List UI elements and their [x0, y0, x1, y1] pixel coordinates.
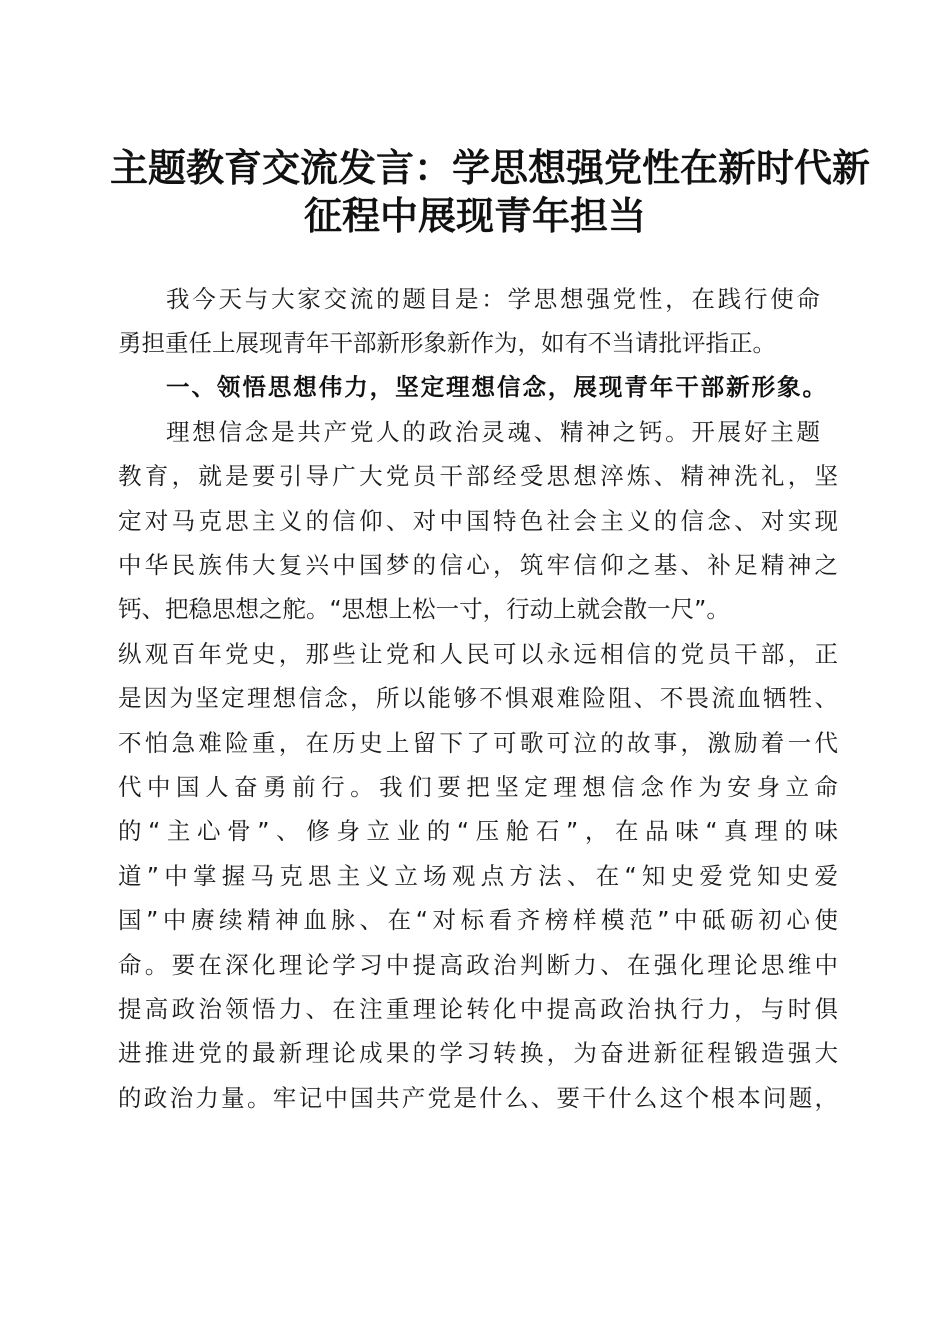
body-line: 中华民族伟大复兴中国梦的信心，筑牢信仰之基、补足精神之 [118, 551, 838, 579]
body-line: 进推进党的最新理论成果的学习转换，为奋进新征程锻造强大 [118, 1039, 838, 1067]
intro-line-1: 我今天与大家交流的题目是：学思想强党性，在践行使命 [166, 285, 820, 313]
section-heading: 一、领悟思想伟力，坚定理想信念，展现青年干部新形象。 [166, 373, 826, 401]
body-line: 命。要在深化理论学习中提高政治判断力、在强化理论思维中 [118, 951, 838, 979]
body-line: 理想信念是共产党人的政治灵魂、精神之钙。开展好主题 [166, 418, 820, 446]
body-line: 钙、把稳思想之舵。“思想上松一寸，行动上就会散一尺”。 [118, 595, 730, 623]
body-line: 是因为坚定理想信念，所以能够不惧艰难险阻、不畏流血牺牲、 [118, 684, 838, 712]
intro-line-2: 勇担重任上展现青年干部新形象新作为，如有不当请批评指正。 [118, 329, 776, 357]
document-title-line-1: 主题教育交流发言：学思想强党性在新时代新 [110, 145, 871, 190]
body-line: 国”中赓续精神血脉、在“对标看齐榜样模范”中砥砺初心使 [118, 906, 838, 934]
body-line: 定对马克思主义的信仰、对中国特色社会主义的信念、对实现 [118, 507, 838, 535]
body-line: 的“主心骨”、修身立业的“压舱石”，在品味“真理的味 [118, 817, 838, 845]
body-line: 的政治力量。牢记中国共产党是什么、要干什么这个根本问题， [118, 1084, 838, 1112]
body-line: 代中国人奋勇前行。我们要把坚定理想信念作为安身立命 [118, 773, 838, 801]
body-line: 纵观百年党史，那些让党和人民可以永远相信的党员干部，正 [118, 640, 838, 668]
body-line: 提高政治领悟力、在注重理论转化中提高政治执行力，与时俱 [118, 995, 838, 1023]
body-line: 教育，就是要引导广大党员干部经受思想淬炼、精神洗礼，坚 [118, 462, 838, 490]
body-line: 不怕急难险重，在历史上留下了可歌可泣的故事，激励着一代 [118, 729, 838, 757]
body-line: 道”中掌握马克思主义立场观点方法、在“知史爱党知史爱 [118, 862, 838, 890]
document-title-line-2: 征程中展现青年担当 [303, 193, 646, 238]
